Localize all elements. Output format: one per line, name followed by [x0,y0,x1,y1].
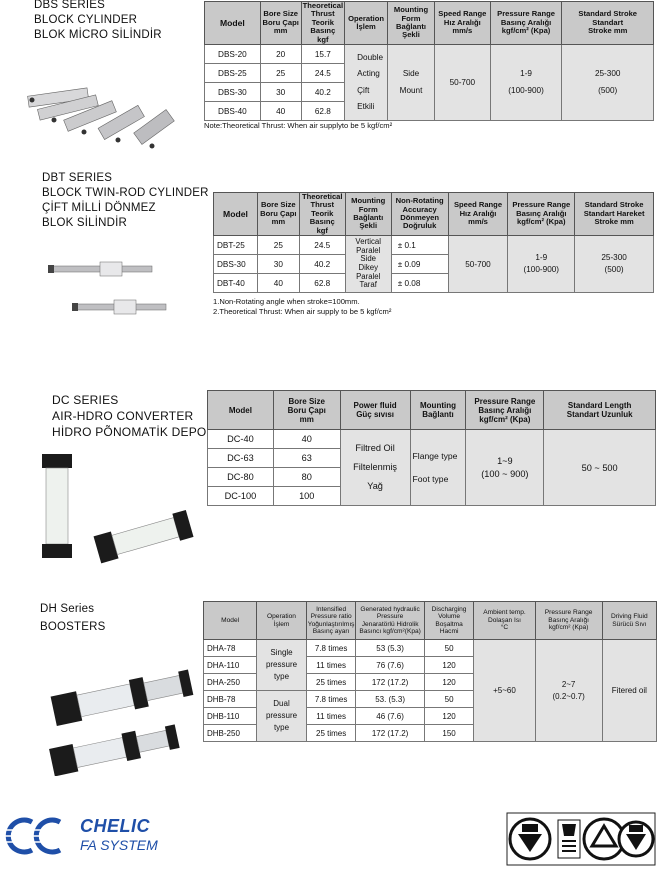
dbt-pressure: 1-9 (100-900) [508,236,575,293]
dbt-model: DBT-40 [214,274,258,293]
dc-model: DC-100 [208,487,274,506]
dbt-accuracy: ± 0.08 [391,274,448,293]
dbt-bore: 40 [257,274,299,293]
dh-model: DHB-78 [204,691,257,708]
dh-model: DHA-110 [204,657,257,674]
dbt-header-bore: Bore Size Boru Çapı mm [257,193,299,236]
dbs-thrust: 62.8 [301,102,345,121]
dc-header-model: Model [208,391,274,430]
dh-header-temp: Ambient temp. Dolaşan Isı °C [474,602,535,640]
dh-hydraulic-pressure: 46 (7.6) [356,708,424,725]
dc-fluid: Filtred Oil Filtelenmiş Yağ [340,430,410,506]
dbs-model: DBS-25 [205,64,261,83]
dbt-spec-table [213,192,654,293]
brand-name: CHELIC [80,816,150,836]
dbt-accuracy: ± 0.1 [391,236,448,255]
dbs-thrust: 15.7 [301,45,345,64]
dbs-header-bore: Bore Size Boru Çapı mm [260,2,301,45]
dbs-bore: 20 [260,45,301,64]
dbt-speed: 50-700 [448,236,508,293]
dbs-header-mounting: Mounting Form Bağlantı Şekli [388,2,435,45]
dh-volume: 50 [424,691,474,708]
dh-header-volume: Discharging Volume Boşaltma Hacmi [424,602,474,640]
dh-ratio: 11 times [306,708,356,725]
dbs-spec-table [204,1,654,121]
dbt-header-accuracy: Non-Rotating Accuracy Dönmeyen Doğruluk [391,193,448,236]
dbt-header-pressure: Pressure Range Basınç Aralığı kgf/cm² (Kpa) [508,193,575,236]
dbs-header-operation: Operation İşlem [345,2,388,45]
dh-header-ratio: Intensified Pressure ratio Yoğunlaştırılmış Basınç ayarı [306,602,356,640]
dh-op-single: Single pressure type [257,640,307,691]
dbt-model: DBS-30 [214,255,258,274]
dh-ratio: 25 times [306,674,356,691]
dh-model: DHB-250 [204,725,257,742]
chelic-logo-icon [2,816,74,856]
dbs-model: DBS-40 [205,102,261,121]
dbs-header-model: Model [205,2,261,45]
dbt-header-model: Model [214,193,258,236]
dh-volume: 120 [424,674,474,691]
dbt-mounting: Vertical Paralel Side Dikey Paralel Taraf [345,236,391,293]
brand-subtitle: FA SYSTEM [80,837,158,853]
dbs-header-pressure: Pressure Range Basınç Aralığı kgf/cm² (Kpa) [490,2,562,45]
dh-ratio: 25 times [306,725,356,742]
dc-header-bore: Bore Size Boru Çapı mm [273,391,340,430]
dbt-notes: 1.Non-Rotating angle when stroke=100mm. 2.Theoretical Thrust: When air supply to be 5 kgf/cm² [213,297,392,316]
dc-length: 50 ~ 500 [544,430,656,506]
dbt-cylinders-photo [44,258,174,318]
dh-model: DHA-78 [204,640,257,657]
dbs-model: DBS-30 [205,83,261,102]
dc-converter-photo [36,448,196,573]
table-row [208,430,656,449]
dbs-thrust: 40.2 [301,83,345,102]
dh-boosters-photo [46,656,196,776]
dbt-header-stroke: Standard Stroke Standart Hareket Stroke mm [575,193,654,236]
dbs-thrust: 24.5 [301,64,345,83]
dh-header-model: Model [204,602,257,640]
dbt-bore: 30 [257,255,299,274]
dbt-bore: 25 [257,236,299,255]
dc-model: DC-80 [208,468,274,487]
dh-header-pressure-range: Pressure Range Basınç Aralığı kgf/cm² (Kpa) [535,602,602,640]
dbt-stroke: 25-300 (500) [575,236,654,293]
dh-fluid: Fitered oil [602,640,656,742]
dbs-header-speed: Speed Range Hız Aralığı mm/s [434,2,490,45]
dc-title: DC SERIES AIR-HDRO CONVERTER HİDRO PÕNOMATİK DEPO [52,393,207,439]
dbs-bore: 30 [260,83,301,102]
dbt-thrust: 24.5 [299,236,345,255]
dbs-header-thrust: Theoretical Thrust Teorik Basınç kgf [302,1,344,44]
dbs-cylinders-photo [24,70,184,150]
certification-seals [506,812,656,866]
dh-volume: 50 [424,640,474,657]
dh-header-hydraulic-pressure: Generated hydraulic Pressure Jenaratörlü Hidrolik Basıncı kgf/cm²(Kpa) [356,602,424,640]
dbt-header-speed: Speed Range Hız Aralığı mm/s [448,193,508,236]
dbs-header-stroke: Standard Stroke Standart Stroke mm [562,2,654,45]
dh-temp: +5~60 [474,640,535,742]
dc-model: DC-40 [208,430,274,449]
dh-spec-table [203,601,657,742]
dc-bore: 100 [273,487,340,506]
table-row [204,640,657,657]
dh-hydraulic-pressure: 172 (17.2) [356,725,424,742]
dc-model: DC-63 [208,449,274,468]
dc-header-length: Standard Length Standart Uzunluk [544,391,656,430]
dh-ratio: 7.8 times [306,640,356,657]
dh-hydraulic-pressure: 172 (17.2) [356,674,424,691]
dh-title: DH Series BOOSTERS [40,603,106,633]
dh-volume: 120 [424,657,474,674]
dc-mounting: Flange type Foot type [410,430,466,506]
dbt-thrust: 62.8 [299,274,345,293]
dbt-thrust: 40.2 [299,255,345,274]
dbt-header-thrust: Theoretical Thrust Teorik Basınç kgf [299,193,345,236]
dbs-bore: 40 [260,102,301,121]
dbs-note: Note:Theoretical Thrust: When air supplyto be 5 kgf/cm² [204,121,393,130]
dbs-stroke: 25-300 (500) [562,45,654,121]
dh-volume: 150 [424,725,474,742]
dbt-header-mounting: Mounting Form Bağlantı Şekli [345,193,391,236]
table-row [205,45,654,64]
dc-header-fluid: Power fluid Güç sıvısı [340,391,410,430]
dh-model: DHA-250 [204,674,257,691]
dh-ratio: 11 times [306,657,356,674]
dh-pressure-range: 2~7 (0.2~0.7) [535,640,602,742]
dh-volume: 120 [424,708,474,725]
dbs-pressure: 1-9 (100-900) [490,45,562,121]
dbs-model: DBS-20 [205,45,261,64]
dc-spec-table [207,390,656,506]
dh-model: DHB-110 [204,708,257,725]
dc-header-pressure: Pressure Range Basınç Aralığı kgf/cm² (Kpa) [466,391,544,430]
table-row [214,236,654,255]
dc-bore: 40 [273,430,340,449]
dc-bore: 80 [273,468,340,487]
dbs-bore: 25 [260,64,301,83]
dbs-mounting: Side Mount [388,45,435,121]
dh-ratio: 7.8 times [306,691,356,708]
dbt-accuracy: ± 0.09 [391,255,448,274]
dbs-operation: Double Acting Çift Etkili [345,45,388,121]
dbt-title: DBT SERIES BLOCK TWIN-ROD CYLINDER ÇİFT MİLLİ DÖNMEZ BLOK SİLİNDİR [42,172,209,229]
dh-hydraulic-pressure: 76 (7.6) [356,657,424,674]
dh-op-dual: Dual pressure type [257,691,307,742]
dc-header-mounting: Mounting Bağlantı [410,391,466,430]
dh-header-operation: Operation İşlem [257,602,307,640]
dbs-title: DBS SERIES BLOCK CYLINDER BLOK MİCRO SİLİNDİR [34,0,162,41]
chelic-logo [2,812,162,868]
dc-bore: 63 [273,449,340,468]
dh-header-fluid: Driving Fluid Sürücü Sıvı [602,602,656,640]
dh-hydraulic-pressure: 53. (5.3) [356,691,424,708]
dc-pressure: 1~9 (100 ~ 900) [466,430,544,506]
dh-hydraulic-pressure: 53 (5.3) [356,640,424,657]
dbt-model: DBT-25 [214,236,258,255]
dbs-speed: 50-700 [434,45,490,121]
